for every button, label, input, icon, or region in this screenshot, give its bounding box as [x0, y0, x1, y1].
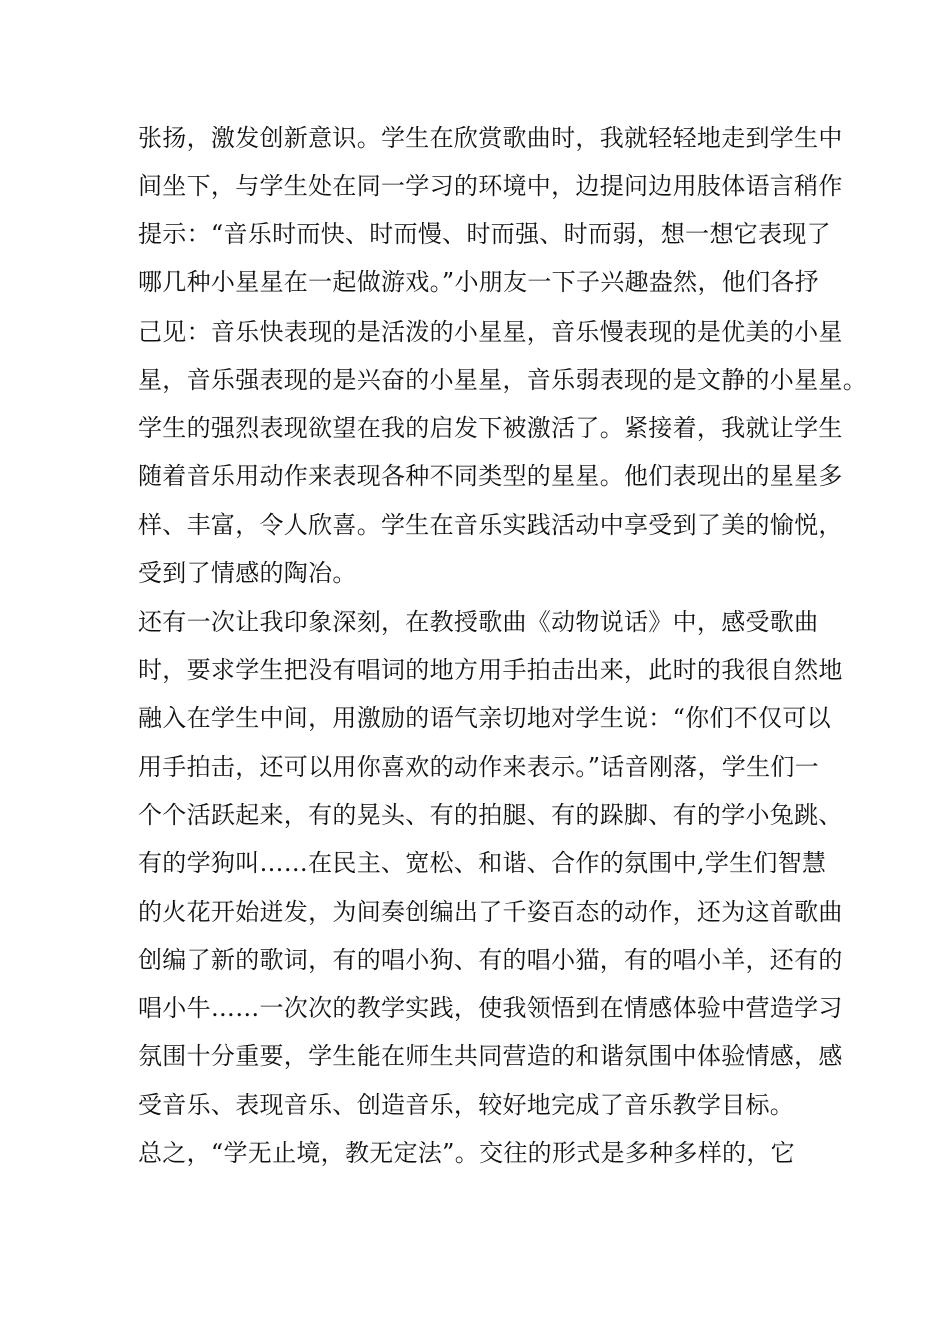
text-line: 张扬，激发创新意识。学生在欣赏歌曲时，我就轻轻地走到学生中: [138, 124, 843, 152]
text-line: 的火花开始迸发，为间奏创编出了千姿百态的动作，还为这首歌曲: [138, 898, 843, 926]
text-line: 还有一次让我印象深刻，在教授歌曲《动物说话》中，感受歌曲: [138, 608, 819, 636]
text-line: 间坐下，与学生处在同一学习的环境中，边提问边用肢体语言稍作: [138, 172, 843, 200]
text-line: 哪几种小星星在一起做游戏。”小朋友一下子兴趣盎然，他们各抒: [138, 268, 819, 296]
text-line: 有的学狗叫……在民主、宽松、和谐、合作的氛围中,学生们智慧: [138, 849, 827, 877]
text-line: 受到了情感的陶冶。: [138, 559, 357, 587]
text-line: 个个活跃起来，有的晃头、有的拍腿、有的跺脚、有的学小兔跳、: [138, 801, 843, 829]
text-line: 总之，“学无止境，教无定法”。交往的形式是多种多样的，它: [138, 1139, 795, 1167]
text-line: 创编了新的歌词，有的唱小狗、有的唱小猫，有的唱小羊，还有的: [138, 946, 843, 974]
text-line: 唱小牛……一次次的教学实践，使我领悟到在情感体验中营造学习: [138, 994, 843, 1022]
text-line: 用手拍击，还可以用你喜欢的动作来表示。”话音刚落，学生们一: [138, 753, 819, 781]
text-line: 样、丰富，令人欣喜。学生在音乐实践活动中享受到了美的愉悦，: [138, 511, 843, 539]
text-line: 融入在学生中间，用激励的语气亲切地对学生说：“你们不仅可以: [138, 704, 831, 732]
text-line: 学生的强烈表现欲望在我的启发下被激活了。紧接着，我就让学生: [138, 414, 843, 442]
text-line: 氛围十分重要，学生能在师生共同营造的和谐氛围中体验情感，感: [138, 1042, 843, 1070]
text-line: 星，音乐强表现的是兴奋的小星星，音乐弱表现的是文静的小星星。: [138, 366, 867, 394]
text-line: 随着音乐用动作来表现各种不同类型的星星。他们表现出的星星多: [138, 462, 843, 490]
text-line: 时，要求学生把没有唱词的地方用手拍击出来，此时的我很自然地: [138, 656, 843, 684]
text-line: 受音乐、表现音乐、创造音乐，较好地完成了音乐教学目标。: [138, 1091, 795, 1119]
text-line: 己见：音乐快表现的是活泼的小星星，音乐慢表现的是优美的小星: [138, 318, 843, 346]
text-line: 提示：“音乐时而快、时而慢、时而强、时而弱，想一想它表现了: [138, 220, 831, 248]
